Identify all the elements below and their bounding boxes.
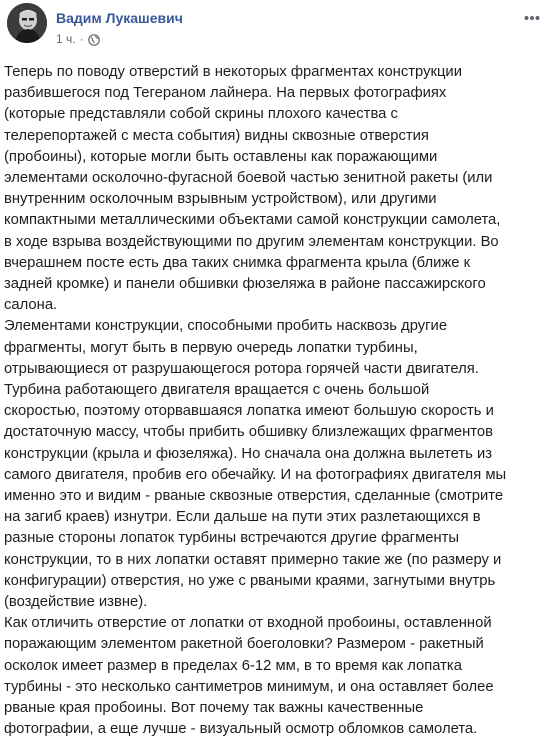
post-text-line: разные стороны лопаток турбины встречаются другие фрагменты	[4, 530, 460, 547]
post-text-line: задней кромке) и панели обшивки фюзеляжа в районе пассажирского	[4, 276, 486, 293]
avatar[interactable]	[7, 3, 47, 43]
post-text-line: конструкции, то в них лопатки оставят примерно такие же (по размеру и	[4, 551, 502, 568]
post-text-line: турбины - это несколько сантиметров минимум, и она оставляет более	[4, 678, 494, 695]
post-text-line: Теперь по поводу отверстий в некоторых фрагментах конструкции	[4, 64, 462, 80]
post-text-line: достаточную массу, чтобы прибить обшивку близлежащих фрагментов	[4, 424, 493, 441]
post-text-line: вчерашнем посте есть два таких снимка фрагмента крыла (ближе к	[4, 254, 471, 271]
meta-separator: ·	[79, 32, 84, 46]
post-text-line: Турбина работающего двигателя вращается с очень большой	[4, 382, 430, 399]
post-text-line: осколок имеет размер в пределах 6-12 мм, в то время как лопатка	[4, 657, 462, 674]
post-text-line: внутренним осколочным взрывным устройством), или другими	[4, 191, 437, 208]
more-options-icon	[524, 15, 540, 21]
post-text-line: на загиб краев) изнутри. Если дальше на пути этих разлетающихся в	[4, 509, 481, 526]
post-text-line: Как отличить отверстие от лопатки от входной пробоины, оставленной	[4, 615, 492, 632]
post-text-line: Элементами конструкции, способными пробить насквозь другие	[4, 318, 448, 335]
post-text	[4, 62, 540, 741]
post-text-line: разбившегося под Тегераном лайнера. На первых фотографиях	[4, 85, 447, 102]
post-header	[0, 0, 554, 60]
post-text-line: рваные края пробоины. Вот почему так важны качественные	[4, 700, 424, 717]
post-text-line: самого двигателя, пробив его обечайку. И на фотографиях двигателя мы	[4, 466, 507, 483]
post-text-line: конфигурации) отверстия, но уже с рваными краями, загнутыми внутрь	[4, 572, 496, 589]
post-text-line: именно это и видим - рваные сквозные отверстия, сделанные (смотрите	[4, 488, 504, 505]
post-text-line: (которые представляли собой скрины плохого качества с	[4, 106, 398, 123]
post-text-line: телерепортажей с места события) видны сквозные отверстия	[4, 127, 429, 144]
post-text-line: поражающим элементом ракетной боеголовки? Размером - ракетный	[4, 636, 484, 653]
post-text-line: отрывающиеся от разрушающегося ротора горячей части двигателя.	[4, 360, 479, 377]
post-meta	[56, 31, 100, 47]
timestamp[interactable]: 1 ч.	[56, 32, 76, 46]
globe-icon[interactable]	[88, 33, 100, 45]
post-text-line: элементами осколочно-фугасной боевой частью зенитной ракеты (или	[4, 170, 493, 187]
post-text-line: (воздействие извне).	[4, 594, 148, 611]
author-name[interactable]: Вадим Лукашевич	[56, 10, 183, 26]
post-text-line: конструкции (крыла и фюзеляжа). Но сначала она должна вылететь из	[4, 445, 493, 462]
post-text-line: фотографии, а еще лучше - визуальный осмотр обломков самолета.	[4, 721, 478, 738]
profile-photo	[7, 3, 47, 43]
post-text-line: фрагменты, могут быть в первую очередь лопатки турбины,	[4, 339, 418, 356]
post-text-line: салона.	[4, 297, 58, 314]
post-text-line: (пробоины), которые могли быть оставлены как поражающими	[4, 148, 438, 165]
post-text-line: в ходе взрыва воздействующими по другим элементам конструкции. Во	[4, 233, 499, 250]
post-text-line: компактными металлическими объектами самой конструкции самолета,	[4, 212, 501, 229]
more-options-button[interactable]	[520, 6, 544, 30]
post-text-line: скоростью, поэтому оторвавшаяся лопатка имеют большую скорость и	[4, 403, 494, 420]
